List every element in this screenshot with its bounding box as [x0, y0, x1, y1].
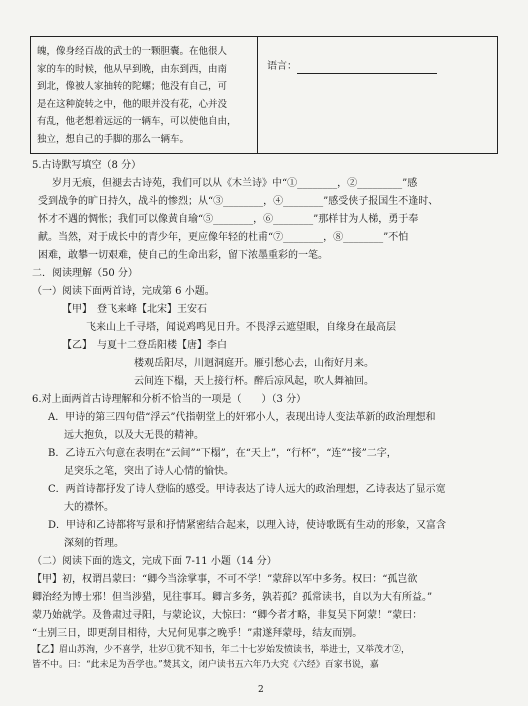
- section2-heading: 二．阅读理解（50 分）: [32, 268, 138, 279]
- excerpt-table: [30, 36, 498, 154]
- q6-option-b-cont: 足突乐之笔，突出了诗人心情的愉快。: [64, 466, 234, 477]
- excerpt-line: 家的车的时候，他从早到晚，由东到西，由南: [37, 63, 228, 75]
- poem-a-text: 飞来山上千寻塔，闻说鸡鸣见日升。不畏浮云遮望眼，自缘身在最高层: [86, 322, 396, 333]
- table-divider: [257, 37, 258, 153]
- q6-option-c[interactable]: C．两首诗都抒发了诗人登临的感受。甲诗表达了诗人远大的政治理想，乙诗表达了显示宽: [48, 484, 446, 495]
- passage-jia-line: 【甲】初，权谓吕蒙曰：“卿今当涂掌事，不可不学！”蒙辞以军中多务。权曰：“孤岂欲: [32, 574, 418, 585]
- q5-heading: 5.古诗默写填空（8 分）: [32, 160, 142, 171]
- poem-a-title: 【甲】 登飞来峰【北宋】王安石: [62, 304, 207, 315]
- passage-jia-line: 卿治经为博士邪！但当涉猎，见往事耳。卿言多务，孰若孤？孤常读书，自以为大有所益。”: [32, 592, 433, 603]
- q6-option-d[interactable]: D．甲诗和乙诗都将写景和抒情紧密结合起来，以理入诗，使诗歌既有生动的形象，又富含: [48, 520, 447, 531]
- poem-b-title: 【乙】 与夏十二登岳阳楼【唐】李白: [62, 340, 227, 351]
- excerpt-text: [37, 43, 251, 148]
- poem-b-text: 云间连下榻，天上接行杯。醉后凉风起，吹人舞袖回。: [134, 376, 374, 387]
- excerpt-line: 有乱，他老想着远远的一辆车，可以使他自由，: [37, 116, 237, 127]
- language-label: 语言：: [267, 61, 297, 72]
- answer-line[interactable]: [297, 63, 437, 74]
- part2-heading: （二）阅读下面的选文，完成下面 7-11 小题（14 分）: [32, 556, 277, 567]
- q6-option-b[interactable]: B．乙诗五六句意在表明在“云间”“下榻”，在“天上”，“行杯”，“连”“接”二字，: [48, 448, 397, 459]
- q5-line: 受到战争的旷日持久，战斗的惨烈；从“③________，④________”感受侠子报国生不逢时、: [38, 196, 439, 207]
- q6-option-d-cont: 深刻的哲理。: [64, 538, 124, 549]
- q6-option-a[interactable]: A．甲诗的第三四句借“浮云”代指朝堂上的奸邪小人，表现出诗人变法革新的政治理想和: [48, 412, 436, 423]
- page-number: 2: [258, 685, 264, 695]
- language-answer: [267, 59, 437, 74]
- q5-line: 献。当然，对于成长中的青少年，更应像年轻的杜甫“⑦________，⑧________”不怕: [38, 232, 409, 243]
- q6-option-c-cont: 大的襟怀。: [64, 502, 114, 513]
- q5-line: 怀才不遇的惆怅；我们可以像黄自瑜“⑤________，⑥________”那样甘为人梯，勇于奉: [38, 214, 419, 225]
- excerpt-line: 是在这种旋转之中，他的眼并没有花，心并没: [37, 98, 228, 110]
- passage-jia-line: “士别三日，即更刮目相待，大兄何见事之晚乎！”肃遂拜蒙母，结友而别。: [32, 628, 363, 639]
- passage-yi-line: 皆不中。曰：“此未足为吾学也。”焚其文，闭户读书五六年乃大究《六经》百家书说，嘉: [32, 660, 379, 670]
- q5-line: 岁月无痕，但褪去古诗苑，我们可以从《木兰诗》中“①________，②_________”感: [52, 178, 418, 189]
- passage-yi-line: 【乙】眉山苏洵，少不喜学，壮岁①犹不知书，年二十七岁始发愤读书，举进士，又举茂才②，: [32, 645, 411, 655]
- passage-jia-line: 蒙乃始就学。及鲁肃过寻阳，与蒙论议，大惊曰：“卿今者才略，非复吴下阿蒙！”蒙曰：: [32, 610, 423, 621]
- poem-b-text: 楼观岳阳尽，川迥洞庭开。雁引愁心去，山衔好月来。: [134, 358, 374, 369]
- q5-line: 困难，敢攀一切艰难，使自己的生命出彩，留下浓墨重彩的一笔。: [38, 250, 328, 261]
- q6-stem: 6.对上面两首古诗理解和分析不恰当的一项是（ ）（3 分）: [32, 394, 307, 405]
- part1-heading: （一）阅读下面两首诗，完成第 6 小题。: [32, 286, 215, 297]
- excerpt-line: 独立，想自己的手脚的那么一辆车。: [37, 133, 190, 145]
- q6-option-a-cont: 远大抱负，以及大无畏的精神。: [64, 430, 204, 441]
- excerpt-line: 魄，像身经百战的武士的一颗胆囊。在他很人: [37, 46, 228, 57]
- excerpt-line: 到北，像被人家抽转的陀螺；他没有自己，可: [37, 81, 228, 92]
